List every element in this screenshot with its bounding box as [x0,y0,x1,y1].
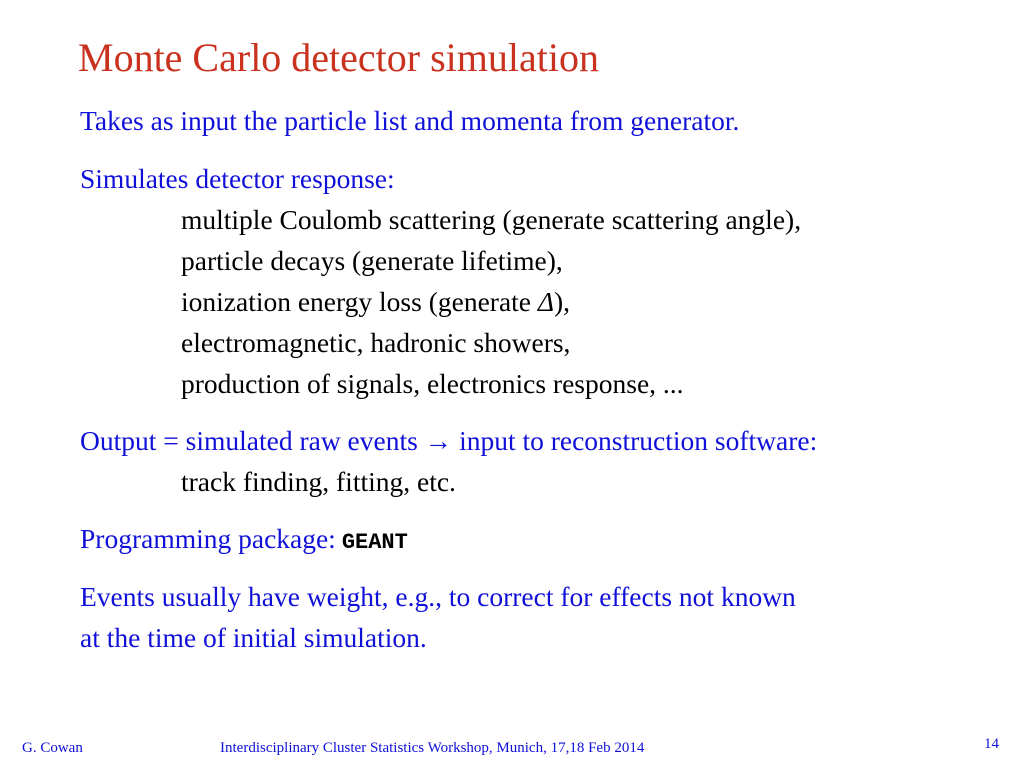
footer-author: G. Cowan [22,740,83,756]
output-line [80,424,817,457]
page-number: 14 [984,736,999,752]
delta-symbol: Δ [537,286,555,317]
events-weight-line-2: at the time of initial simulation. [80,622,427,653]
ionization-suffix: ), [554,286,571,317]
programming-package-label: Programming package: [80,523,336,554]
output-continuation: track finding, fitting, etc. [181,466,456,497]
output-suffix: input to reconstruction software: [452,425,818,456]
simulates-heading: Simulates detector response: [80,163,395,194]
ionization-text: ionization energy loss (generate [181,286,538,317]
programming-package-line [80,522,408,556]
list-item-signals: production of signals, electronics response, ... [181,368,684,399]
package-name: GEANT [341,530,408,555]
slide-title: Monte Carlo detector simulation [78,35,599,80]
output-prefix: Output = simulated raw events [80,425,425,456]
events-weight-line-1: Events usually have weight, e.g., to correct for effects not known [80,581,796,612]
footer-event: Interdisciplinary Cluster Statistics Workshop, Munich, 17,18 Feb 2014 [220,740,645,756]
list-item-coulomb: multiple Coulomb scattering (generate scattering angle), [181,204,802,235]
right-arrow-icon: → [424,425,453,456]
intro-text: Takes as input the particle list and momenta from generator. [80,105,740,136]
list-item-ionization [181,285,570,318]
list-item-decays: particle decays (generate lifetime), [181,245,563,276]
list-item-showers: electromagnetic, hadronic showers, [181,327,571,358]
